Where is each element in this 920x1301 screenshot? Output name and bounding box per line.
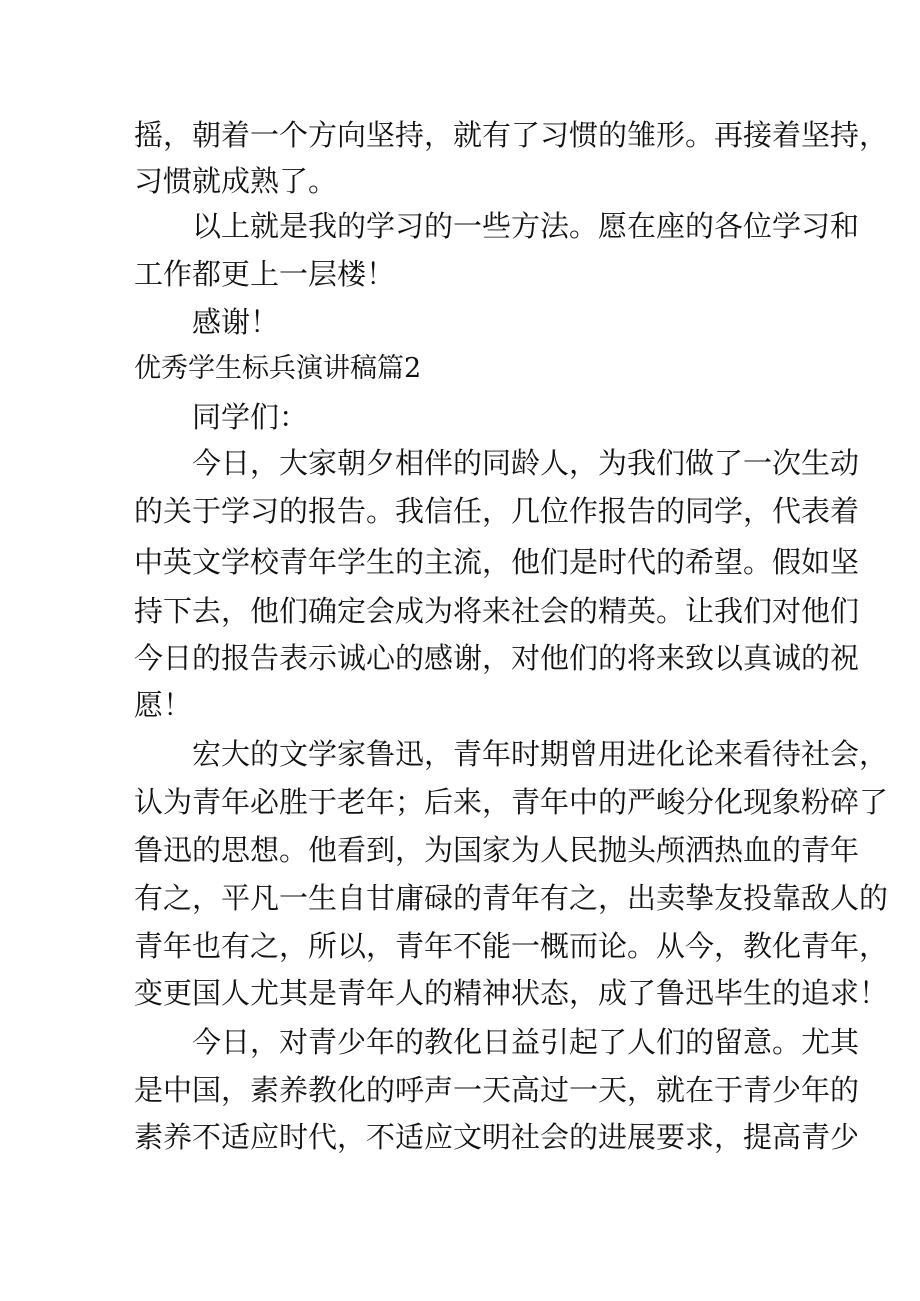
paragraph-line: 宏大的文学家鲁迅，青年时期曾用进化论来看待社会， [192,737,889,771]
paragraph-line: 摇，朝着一个方向坚持，就有了习惯的雏形。再接着坚持， [134,118,889,152]
paragraph-line: 的关于学习的报告。我信任，几位作报告的同学，代表着 [134,494,860,528]
paragraph-line: 有之，平凡一生自甘庸碌的青年有之，出卖挚友投靠敌人的 [134,881,889,915]
paragraph-line: 持下去，他们确定会成为将来社会的精英。让我们对他们 [134,594,860,628]
paragraph-line: 工作都更上一层楼！ [134,257,396,291]
paragraph-line: 习惯就成熟了。 [134,164,338,198]
paragraph-line: 变更国人尤其是青年人的精神状态，成了鲁迅毕生的追求！ [134,976,889,1010]
paragraph-line: 同学们： [192,400,309,434]
paragraph-line: 青年也有之，所以，青年不能一概而论。从今，教化青年， [134,929,889,963]
paragraph-line: 感谢！ [192,305,280,339]
paragraph-line: 今日，对青少年的教化日益引起了人们的留意。尤其 [192,1025,860,1059]
paragraph-line: 愿！ [134,688,193,722]
section-heading: 优秀学生标兵演讲稿篇2 [134,353,422,384]
paragraph-line: 今日的报告表示诚心的感谢，对他们的将来致以真诚的祝 [134,641,860,675]
paragraph-line: 以上就是我的学习的一些方法。愿在座的各位学习和 [192,209,860,243]
paragraph-line: 是中国，素养教化的呼声一天高过一天，就在于青少年的 [134,1073,860,1107]
paragraph-line: 认为青年必胜于老年；后来，青年中的严峻分化现象粉碎了 [134,785,889,819]
paragraph-line: 鲁迅的思想。他看到，为国家为人民抛头颅洒热血的青年 [134,833,860,867]
paragraph-line: 今日，大家朝夕相伴的同龄人，为我们做了一次生动 [192,446,860,480]
paragraph-line: 素养不适应时代，不适应文明社会的进展要求，提高青少 [134,1120,860,1154]
paragraph-line: 中英文学校青年学生的主流，他们是时代的希望。假如坚 [134,545,860,579]
